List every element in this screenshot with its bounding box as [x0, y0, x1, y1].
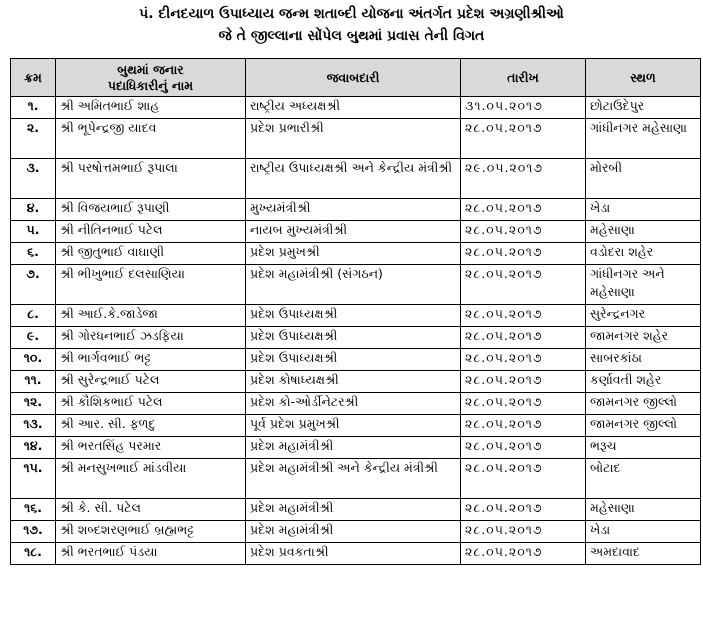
role-cell: પ્રદેશ મહામંત્રીશ્રી — [246, 499, 461, 521]
role-cell: પ્રદેશ પ્રભારીશ્રી — [246, 119, 461, 159]
date-cell: ૨૮.૦૫.૨૦૧૭ — [461, 119, 586, 159]
date-cell: ૨૯.૦૫.૨૦૧૭ — [461, 159, 586, 199]
table-row — [11, 265, 701, 305]
date-cell: ૨૮.૦૫.૨૦૧૭ — [461, 221, 586, 243]
place-cell: વડોદરા શહેર — [586, 243, 701, 265]
table-row — [11, 393, 701, 415]
name-cell: શ્રી આઈ.કે.જાડેજા — [56, 305, 246, 327]
name-cell: શ્રી ભરતસિંહ પરમાર — [56, 437, 246, 459]
place-cell: સુરેન્દ્રનગર — [586, 305, 701, 327]
role-cell: રાષ્ટ્રીય અધ્યક્ષશ્રી — [246, 97, 461, 119]
place-cell: સાબરકાંઠા — [586, 349, 701, 371]
name-cell: શ્રી સુરેન્દ્રભાઈ પટેલ — [56, 371, 246, 393]
role-cell: પ્રદેશ પ્રમુખશ્રી — [246, 243, 461, 265]
date-cell: ૨૮.૦૫.૨૦૧૭ — [461, 393, 586, 415]
date-cell: ૨૮.૦૫.૨૦૧૭ — [461, 349, 586, 371]
role-cell: પ્રદેશ કો-ઓર્ડીનેટરશ્રી — [246, 393, 461, 415]
date-cell: ૨૮.૦૫.૨૦૧૭ — [461, 243, 586, 265]
table-row — [11, 459, 701, 499]
header-date: તારીખ — [461, 59, 586, 97]
table-row — [11, 521, 701, 543]
name-cell: શ્રી ગોરધનભાઈ ઝડફિયા — [56, 327, 246, 349]
role-cell: પ્રદેશ ઉપાધ્યક્ષશ્રી — [246, 349, 461, 371]
place-cell: છોટાઉદેપુર — [586, 97, 701, 119]
serial-cell: ૧૦. — [11, 349, 56, 371]
role-cell: પ્રદેશ મહામંત્રીશ્રી અને કેન્દ્રીય મંત્રીશ્રી — [246, 459, 461, 499]
document-subtitle: જે તે જીલ્લાના સોંપેલ બુથમાં પ્રવાસ તેની વિગત — [218, 28, 485, 44]
name-cell: શ્રી ભીખુભાઈ દલસાણિયા — [56, 265, 246, 305]
place-cell: ખેડા — [586, 521, 701, 543]
place-cell: મહેસાણા — [586, 221, 701, 243]
header-place: સ્થળ — [586, 59, 701, 97]
role-cell: પ્રદેશ મહામંત્રીશ્રી — [246, 437, 461, 459]
header-role: જવાબદારી — [246, 59, 461, 97]
table-row — [11, 327, 701, 349]
date-cell: ૨૮.૦૫.૨૦૧૭ — [461, 327, 586, 349]
name-cell: શ્રી ભરતભાઈ પંડયા — [56, 543, 246, 565]
header-name — [56, 59, 246, 97]
tour-schedule-table — [10, 58, 701, 565]
serial-cell: ૧૩. — [11, 415, 56, 437]
name-cell: શ્રી જીતુભાઈ વાઘાણી — [56, 243, 246, 265]
name-cell: શ્રી વિજયભાઈ રૂપાણી — [56, 199, 246, 221]
place-cell: બોટાદ — [586, 459, 701, 499]
table-row — [11, 415, 701, 437]
place-cell: ખેડા — [586, 199, 701, 221]
table-row — [11, 437, 701, 459]
table-row — [11, 97, 701, 119]
table-row — [11, 499, 701, 521]
table-row — [11, 159, 701, 199]
role-cell: પ્રદેશ મહામંત્રીશ્રી — [246, 521, 461, 543]
date-cell: ૩૧.૦૫.૨૦૧૭ — [461, 97, 586, 119]
table-row — [11, 221, 701, 243]
place-cell: જામનગર શહેર — [586, 327, 701, 349]
date-cell: ૨૮.૦૫.૨૦૧૭ — [461, 437, 586, 459]
table-row — [11, 199, 701, 221]
date-cell: ૨૮.૦૫.૨૦૧૭ — [461, 305, 586, 327]
date-cell: ૨૮.૦૫.૨૦૧૭ — [461, 415, 586, 437]
name-cell: શ્રી અમિતભાઈ શાહ — [56, 97, 246, 119]
name-cell: શ્રી આર. સી. ફળદુ — [56, 415, 246, 437]
header-serial: ક્રમ — [11, 59, 56, 97]
date-cell: ૨૮.૦૫.૨૦૧૭ — [461, 459, 586, 499]
place-cell: મોરબી — [586, 159, 701, 199]
role-cell: પ્રદેશ ઉપાધ્યક્ષશ્રી — [246, 305, 461, 327]
date-cell: ૨૮.૦૫.૨૦૧૭ — [461, 265, 586, 305]
name-cell: શ્રી મનસુખભાઈ માંડવીયા — [56, 459, 246, 499]
header-name-line2: પદાધિકારીનું નામ — [107, 77, 194, 93]
header-name-line1: બુથમાં જનાર — [117, 61, 184, 77]
serial-cell: ૧૭. — [11, 521, 56, 543]
table-header-row — [11, 59, 701, 97]
role-cell: પ્રદેશ કોષાધ્યક્ષશ્રી — [246, 371, 461, 393]
place-cell: જામનગર જીલ્લો — [586, 415, 701, 437]
date-cell: ૨૮.૦૫.૨૦૧૭ — [461, 199, 586, 221]
serial-cell: ૧૮. — [11, 543, 56, 565]
date-cell: ૨૮.૦૫.૨૦૧૭ — [461, 521, 586, 543]
role-cell: પ્રદેશ મહામંત્રીશ્રી (સંગઠન) — [246, 265, 461, 305]
role-cell: પૂર્વ પ્રદેશ પ્રમુખશ્રી — [246, 415, 461, 437]
table-row — [11, 243, 701, 265]
date-cell: ૨૮.૦૫.૨૦૧૭ — [461, 371, 586, 393]
place-cell: ગાંધીનગર મહેસાણા — [586, 119, 701, 159]
serial-cell: ૬. — [11, 243, 56, 265]
serial-cell: ૧૨. — [11, 393, 56, 415]
name-cell: શ્રી કૌશિકભાઈ પટેલ — [56, 393, 246, 415]
name-cell: શ્રી પરષોત્તમભાઈ રૂપાલા — [56, 159, 246, 199]
place-cell: ભરૂચ — [586, 437, 701, 459]
place-cell: મહેસાણા — [586, 499, 701, 521]
place-cell: કર્ણાવતી શહેર — [586, 371, 701, 393]
serial-cell: ૯. — [11, 327, 56, 349]
serial-cell: ૧૬. — [11, 499, 56, 521]
serial-cell: ૨. — [11, 119, 56, 159]
table-row — [11, 305, 701, 327]
document-title: પં. દીનદયાળ ઉપાધ્યાય જન્મ શતાબ્દી યોજના અંતર્ગત પ્રદેશ અગ્રણીશ્રીઓ — [139, 6, 564, 22]
serial-cell: ૧૪. — [11, 437, 56, 459]
date-cell: ૨૮.૦૫.૨૦૧૭ — [461, 499, 586, 521]
table-row — [11, 119, 701, 159]
serial-cell: ૫. — [11, 221, 56, 243]
name-cell: શ્રી નીતિનભાઈ પટેલ — [56, 221, 246, 243]
serial-cell: ૧. — [11, 97, 56, 119]
role-cell: નાયબ મુખ્યમંત્રીશ્રી — [246, 221, 461, 243]
serial-cell: ૪. — [11, 199, 56, 221]
table-row — [11, 371, 701, 393]
role-cell: પ્રદેશ ઉપાધ્યક્ષશ્રી — [246, 327, 461, 349]
name-cell: શ્રી ભૂપેન્દ્રજી યાદવ — [56, 119, 246, 159]
serial-cell: ૮. — [11, 305, 56, 327]
table-row — [11, 349, 701, 371]
place-cell: જામનગર જીલ્લો — [586, 393, 701, 415]
role-cell: પ્રદેશ પ્રવકતાશ્રી — [246, 543, 461, 565]
role-cell: મુખ્યમંત્રીશ્રી — [246, 199, 461, 221]
table-row — [11, 543, 701, 565]
date-cell: ૨૮.૦૫.૨૦૧૭ — [461, 543, 586, 565]
name-cell: શ્રી શબ્દશરણભાઈ બ્રહ્મભટ્ટ — [56, 521, 246, 543]
place-cell: ગાંધીનગર અને મહેસાણા — [586, 265, 701, 305]
serial-cell: ૧૧. — [11, 371, 56, 393]
name-cell: શ્રી કે. સી. પટેલ — [56, 499, 246, 521]
serial-cell: ૭. — [11, 265, 56, 305]
serial-cell: ૩. — [11, 159, 56, 199]
name-cell: શ્રી ભાર્ગવભાઈ ભટ્ટ — [56, 349, 246, 371]
place-cell: અમદાવાદ — [586, 543, 701, 565]
serial-cell: ૧૫. — [11, 459, 56, 499]
role-cell: રાષ્ટ્રીય ઉપાધ્યક્ષશ્રી અને કેન્દ્રીય મંત્રીશ્રી — [246, 159, 461, 199]
